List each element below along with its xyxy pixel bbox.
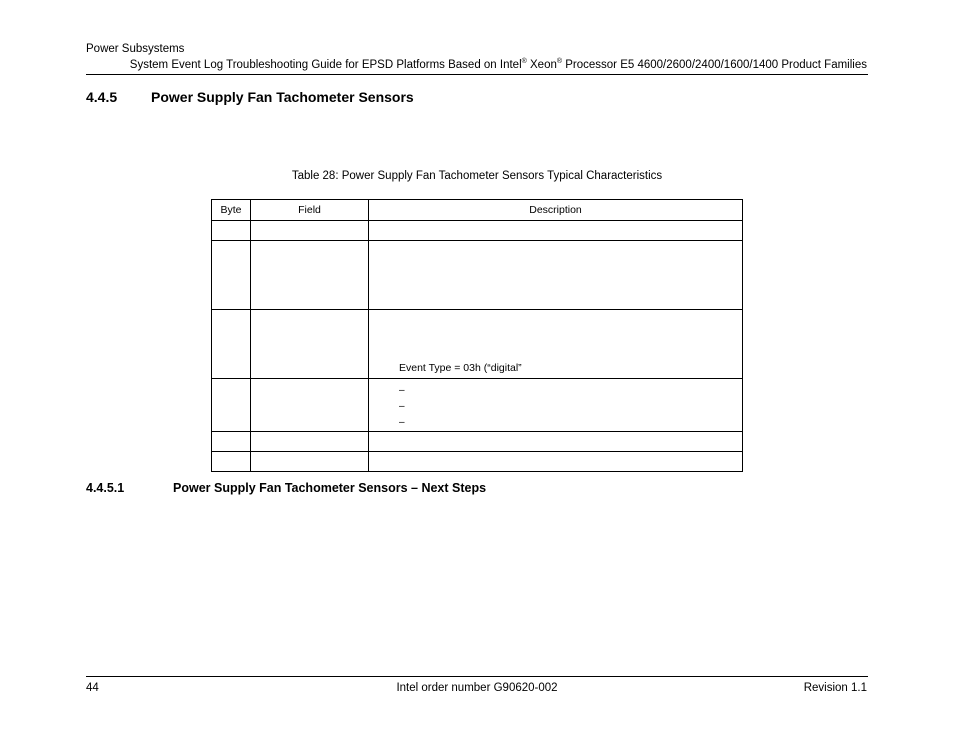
table-caption: Table 28: Power Supply Fan Tachometer Sensors Typical Characteristics: [291, 170, 663, 182]
event-type-text: Event Type = 03h (“digital”: [399, 362, 522, 374]
section-heading: [86, 89, 414, 105]
table-row: [212, 379, 743, 432]
doc-title-part-3: Processor E5 4600/2600/2400/1600/1400 Product Families: [562, 59, 867, 71]
table-header-row: [212, 200, 743, 221]
registered-mark: ®: [521, 58, 527, 65]
table-row: [212, 310, 743, 379]
running-header-section: Power Subsystems: [86, 43, 185, 55]
header-rule: [86, 74, 868, 75]
subsection-number: 4.4.5.1: [86, 481, 125, 495]
footer-rule: [86, 676, 868, 677]
table-row: [212, 432, 743, 452]
subsection-heading: [86, 481, 486, 495]
header-field: Field: [251, 200, 369, 221]
subsection-title: Power Supply Fan Tachometer Sensors – Next Steps: [173, 481, 487, 495]
doc-title-part-1: System Event Log Troubleshooting Guide for EPSD Platforms Based on Intel: [129, 59, 522, 71]
section-number: 4.4.5: [86, 89, 118, 105]
registered-mark: ®: [556, 58, 563, 65]
header-byte: Byte: [212, 200, 251, 221]
list-item: –: [399, 417, 405, 428]
table-row: [212, 452, 743, 472]
table-row: [212, 241, 743, 310]
doc-title-part-2: Xeon: [526, 59, 557, 71]
order-number: Intel order number G90620-002: [396, 682, 558, 694]
header-description: Description: [369, 200, 743, 221]
page-number: 44: [86, 682, 99, 694]
table-row: [212, 221, 743, 241]
list-item: –: [399, 401, 405, 412]
list-item: –: [399, 385, 405, 396]
revision-label: Revision 1.1: [803, 682, 867, 694]
running-header-doc-title: [130, 59, 867, 71]
characteristics-table: [211, 199, 743, 472]
section-title: Power Supply Fan Tachometer Sensors: [151, 89, 414, 105]
